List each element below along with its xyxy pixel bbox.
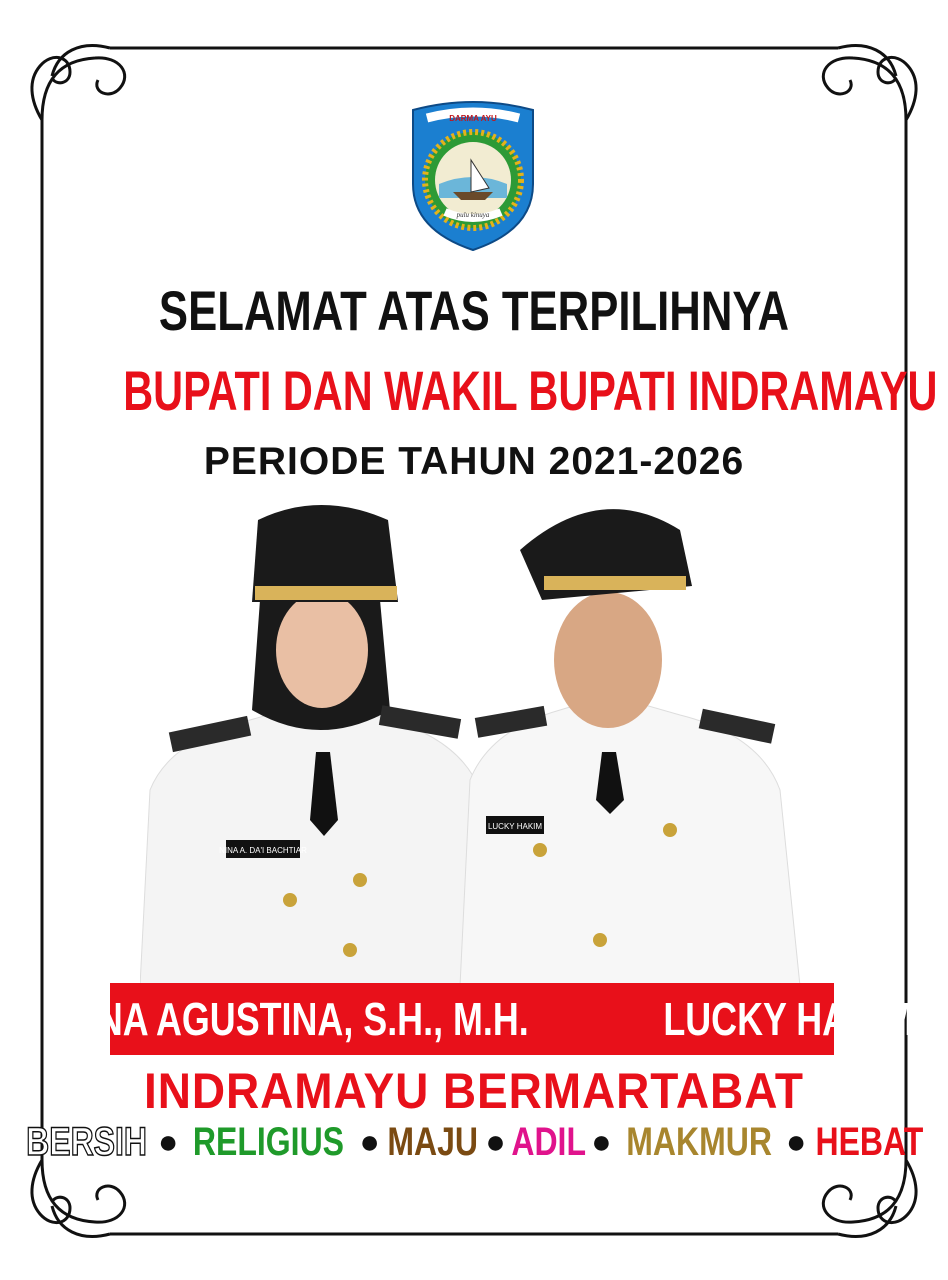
heading-line-2: BUPATI DAN WAKIL BUPATI INDRAMAYU [123,359,938,422]
heading-line-1: SELAMAT ATAS TERPILIHNYA [158,279,790,342]
emblem-motto-text: pulu kinuya [456,211,490,219]
bullet-icon: ● [485,1123,506,1161]
heading-period: PERIODE TAHUN 2021-2026 [203,440,745,483]
regional-motto: INDRAMAYU BERMARTABAT [144,1063,804,1119]
bullet-icon: ● [359,1123,380,1161]
right-name-tag: LUCKY HAKIM [487,822,543,831]
bullet-icon: ● [785,1123,807,1161]
officials-name-bar [60,983,915,1055]
bullet-icon: ● [591,1123,612,1161]
emblem-banner-text: DARMA AYU [449,114,497,123]
left-name-tag: NINA A. DA'I BACHTIAR [219,846,307,855]
values-row [0,1120,948,1165]
value-makmur: MAKMUR [625,1120,772,1164]
darma-ayu-emblem-icon [405,100,541,252]
regent-name: NINA AGUSTINA, S.H., M.H. [60,993,529,1045]
value-religius: RELIGIUS [193,1120,345,1164]
bullet-icon: ● [157,1123,179,1161]
value-maju: MAJU [387,1120,478,1164]
value-hebat: HEBAT [815,1120,924,1164]
value-adil: ADIL [511,1120,586,1164]
value-bersih: BERSIH [25,1120,147,1164]
vice-regent-name: LUCKY HAKIM [663,993,915,1045]
officials-portrait [140,490,820,986]
